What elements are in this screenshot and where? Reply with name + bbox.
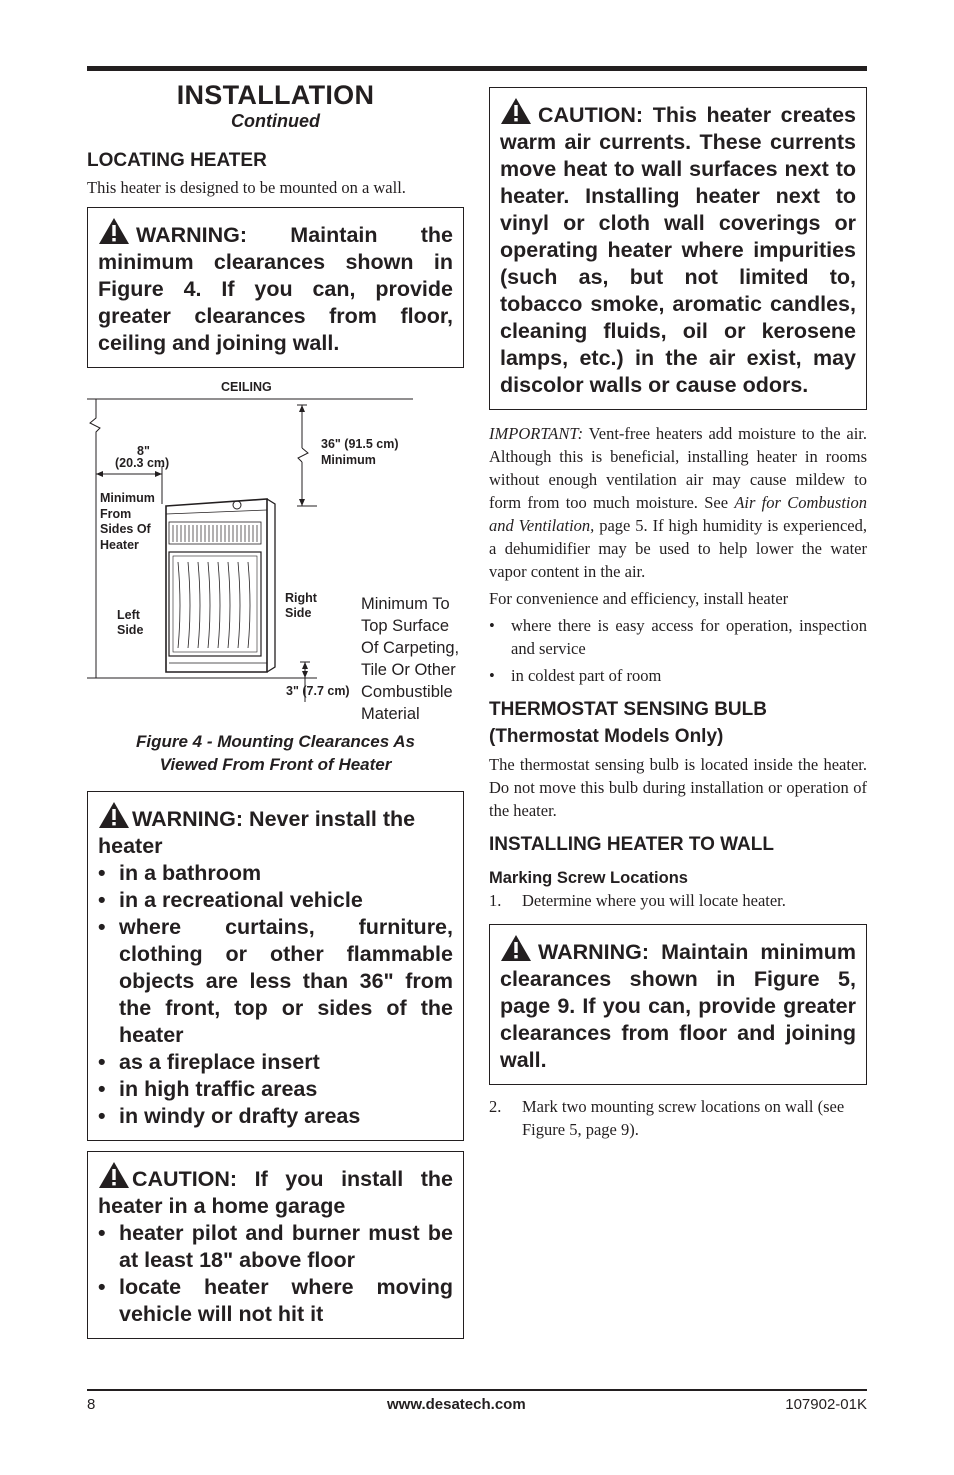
thermostat-heading: THERMOSTAT SENSING BULB (Thermostat Models Only) [489,699,767,747]
warning-icon [98,217,130,245]
marking-screw-subheading: Marking Screw Locations [489,869,688,887]
floor-note-line-5: Combustible [361,683,453,701]
bottom-rule [87,1389,867,1391]
step-list-2 [489,1095,867,1141]
top-rule [87,66,867,71]
caution-air-text: CAUTION: This heater creates warm air currents. These currents move heat to wall surfaces next to heater. Installing heater next to vinyl or cloth wall coverings or operating heater where impurities (such as, but not limited to, tobacco smoke, aromatic candles, cleaning fluids, oil or kerosene lamps, etc.) in the air exist, may discolor walls or cause odors. [500,103,856,397]
left-column [87,80,464,1339]
floor-note-line-3: Of Carpeting, [361,639,460,657]
right-side-line-2: Side [285,606,312,620]
warning-icon [98,1161,130,1189]
locating-text: This heater is designed to be mounted on a wall. [87,178,406,197]
warning-icon [500,97,532,125]
thermostat-text: The thermostat sensing bulb is located inside the heater. Do not move this bulb during installation or operation of the heater. [489,755,867,820]
warning-icon [500,934,532,962]
warning-never-install-box [87,791,464,1141]
figure-caption [87,730,464,776]
right-side-line-1: Right [285,591,317,605]
warning-clearances-text: WARNING: Maintain the minimum clearances shown in Figure 4. If you can, provide greater clearances from floor, ceiling and joining wall. [98,223,453,355]
warning-clearances-box [87,207,464,368]
mounting-clearances-figure [87,376,477,726]
list-item: • in coldest part of room [489,666,662,685]
locating-heading: LOCATING HEATER [87,150,267,171]
figure-caption-line-2: Viewed From Front of Heater [159,755,392,774]
list-item: 2. Mark two mounting screw locations on wall (see Figure 5, page 9). [489,1097,845,1139]
ceiling-label: CEILING [221,380,272,394]
convenience-text: For convenience and efficiency, install heater [489,589,789,608]
warning-icon [98,801,130,829]
min-sides-line-1: Minimum [100,491,155,505]
website-link[interactable]: www.desatech.com [387,1396,526,1413]
floor-note-line-4: Tile Or Other [361,661,456,679]
min-sides-line-2: From [100,507,132,521]
list-item: • in a recreational vehicle [98,888,363,912]
warning-figure5-text: WARNING: Maintain minimum clearances shown in Figure 5, page 9. If you can, provide greater clearances from floor and joining wall. [500,940,856,1072]
list-item: 1. Determine where you will locate heater. [489,891,786,910]
list-item: • heater pilot and burner must be at least 18" above floor [98,1221,453,1272]
list-item: • where there is easy access for operation, inspection and service [489,616,867,658]
convenience-list [489,614,867,687]
figure-caption-line-1: Figure 4 - Mounting Clearances As [136,732,415,751]
min-sides-line-4: Heater [100,538,139,552]
top-clearance-value: 36" (91.5 cm) [321,437,399,451]
section-subtitle: Continued [231,111,320,131]
list-item: • in windy or drafty areas [98,1104,361,1128]
list-item: • in a bathroom [98,861,262,885]
floor-clearance-value: 3" (7.7 cm) [286,684,350,698]
step-list-1 [489,889,867,912]
section-title: INSTALLATION [176,80,375,110]
side-clearance-cm: (20.3 cm) [115,456,170,470]
caution-garage-box [87,1151,464,1339]
important-paragraph: IMPORTANT: Vent-free heaters add moisture to the air. Although this is beneficial, installing heater in rooms without enough ventilation air may cause mildew to form from too much moisture. See Air for Combustion and Ventilation, page 5. If high humidity is experienced, a dehumidifier may be used to help lower the water vapor content in the air. [489,424,867,581]
left-side-line-1: Left [117,608,140,622]
list-item: • as a fireplace insert [98,1050,320,1074]
caution-air-currents-box [489,87,867,410]
floor-note-line-2: Top Surface [361,617,450,635]
floor-note-line-6: Material [361,705,420,723]
min-sides-line-3: Sides Of [100,522,151,536]
install-wall-heading: INSTALLING HEATER TO WALL [489,834,774,855]
top-clearance-min: Minimum [321,453,376,467]
floor-note-line-1: Minimum To [361,595,450,613]
right-column [489,87,867,1141]
side-clearance-value: 8" [137,444,150,458]
warning-figure5-box [489,924,867,1085]
page-number: 8 [87,1396,96,1413]
list-item: • where curtains, furniture, clothing or other flammable objects are less than 36" from the front, top or sides of the heater [98,915,453,1047]
caution-garage-lead: CAUTION: If you install the heater in a home garage [98,1167,453,1218]
list-item: • in high traffic areas [98,1077,318,1101]
document-number: 107902-01K [785,1396,867,1413]
warning-never-lead: WARNING: Never install the heater [98,807,416,858]
list-item: • locate heater where moving vehicle will not hit it [98,1275,453,1326]
left-side-line-2: Side [117,623,144,637]
